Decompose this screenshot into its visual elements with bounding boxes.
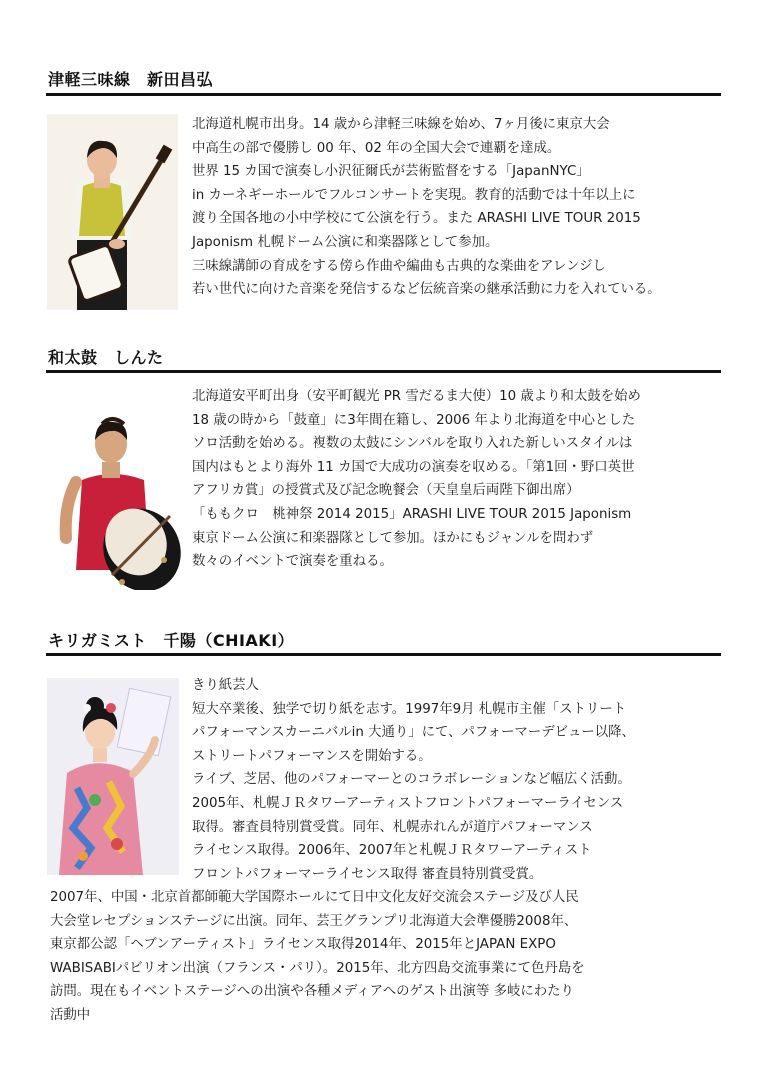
- bio-line: 数々のイベントで演奏を重ねる。: [192, 554, 393, 570]
- bio-line: 三味線講師の育成をする傍ら作曲や編曲も古典的な楽曲をアレンジし: [192, 258, 606, 274]
- bio-line: アフリカ賞」の授賞式及び記念晩餐会（天皇皇后両陛下御出席）: [192, 483, 580, 499]
- bio-line: 2007年、中国・北京首都師範大学国際ホールにて日中文化友好交流会ステージ及び人民: [50, 890, 579, 905]
- bio-line: WABISABIパビリオン出演（フランス・パリ）。2015年、北方四島交流事業にて色丹島を: [50, 960, 585, 976]
- bio-line: Japonism 札幌ドーム公演に和楽器隊として参加。: [192, 234, 499, 250]
- bio-line: 北海道札幌市出身。14 歳から津軽三味線を始め、7ヶ月後に東京大会: [192, 117, 610, 132]
- section-rule: [46, 93, 721, 96]
- bio-line: 中高生の部で優勝し 00 年、02 年の全国大会で連覇を達成。: [192, 140, 561, 156]
- bio-kirigami-continued: [50, 886, 585, 1028]
- bio-line: きり紙芸人: [192, 678, 259, 693]
- section-title-shamisen: 津軽三味線 新田昌弘: [48, 70, 214, 89]
- kirigami-artist-photo: [47, 678, 179, 875]
- bio-line: ソロ活動を始める。複数の太鼓にシンバルを取り入れた新しいスタイルは: [192, 436, 633, 452]
- bio-line: 北海道安平町出身（安平町観光 PR 雪だるま大使）10 歳より和太鼓を始め: [192, 389, 641, 404]
- bio-line: フロントパフォーマーライセンス取得 審査員特別賞受賞。: [192, 866, 543, 882]
- bio-line: 18 歳の時から「鼓童」に3年間在籍し、2006 年より北海道を中心とした: [192, 412, 636, 428]
- bio-line: ライセンス取得。2006年、2007年と札幌ＪＲタワーアーティスト: [192, 843, 592, 859]
- bio-shamisen: [192, 113, 661, 302]
- section-title-kirigami: キリガミスト 千陽（CHIAKI）: [48, 631, 295, 650]
- bio-line: 東京都公認「ヘブンアーティスト」ライセンス取得2014年、2015年とJAPAN EXPO: [50, 937, 556, 953]
- bio-line: 国内はもとより海外 11 カ国で大成功の演奏を収める。｢第1回・野口英世: [192, 459, 635, 475]
- shamisen-player-photo: [47, 114, 178, 310]
- bio-line: パフォーマンスカーニバルin 大通り」にて、パフォーマーデビュー以降、: [192, 725, 635, 741]
- taiko-drummer-photo: [52, 410, 184, 590]
- bio-line: ライブ、芝居、他のパフォーマーとのコラボレーションなど幅広く活動。: [192, 772, 631, 788]
- bio-line: in カーネギーホールでフルコンサートを実現。教育的活動では十年以上に: [192, 187, 636, 203]
- bio-line: 「ももクロ 桃神祭 2014 2015」ARASHI LIVE TOUR 2015 Japonism: [192, 506, 632, 522]
- bio-line: 渡り全国各地の小中学校にて公演を行う。また ARASHI LIVE TOUR 2015: [192, 211, 641, 227]
- section-title-taiko: 和太鼓 しんた: [48, 348, 164, 367]
- bio-line: 世界 15 カ国で演奏し小沢征爾氏が芸術監督をする「JapanNYC」: [192, 164, 590, 180]
- bio-line: 取得。審査員特別賞受賞。同年、札幌赤れんが道庁パフォーマンス: [192, 819, 593, 835]
- bio-line: 2005年、札幌ＪＲタワーアーティストフロントパフォーマーライセンス: [192, 795, 624, 811]
- bio-taiko: [192, 385, 641, 574]
- section-rule: [46, 653, 721, 656]
- bio-kirigami: [192, 674, 635, 886]
- bio-line: 短大卒業後、独学で切り紙を志す。1997年9月 札幌市主催「ストリート: [192, 701, 627, 717]
- bio-line: 訪問。現在もイベントステージへの出演や各種メディアへのゲスト出演等 多岐にわたり: [50, 984, 574, 1000]
- bio-line: 活動中: [50, 1007, 91, 1023]
- bio-line: ストリートパフォーマンスを開始する。: [192, 748, 432, 764]
- bio-line: 大会堂レセプションステージに出演。同年、芸王グランプリ北海道大会準優勝2008年、: [50, 913, 578, 929]
- section-rule: [46, 370, 721, 373]
- bio-line: 東京ドーム公演に和楽器隊として参加。ほかにもジャンルを問わず: [192, 530, 594, 546]
- bio-line: 若い世代に向けた音楽を発信するなど伝統音楽の継承活動に力を入れている。: [192, 282, 661, 298]
